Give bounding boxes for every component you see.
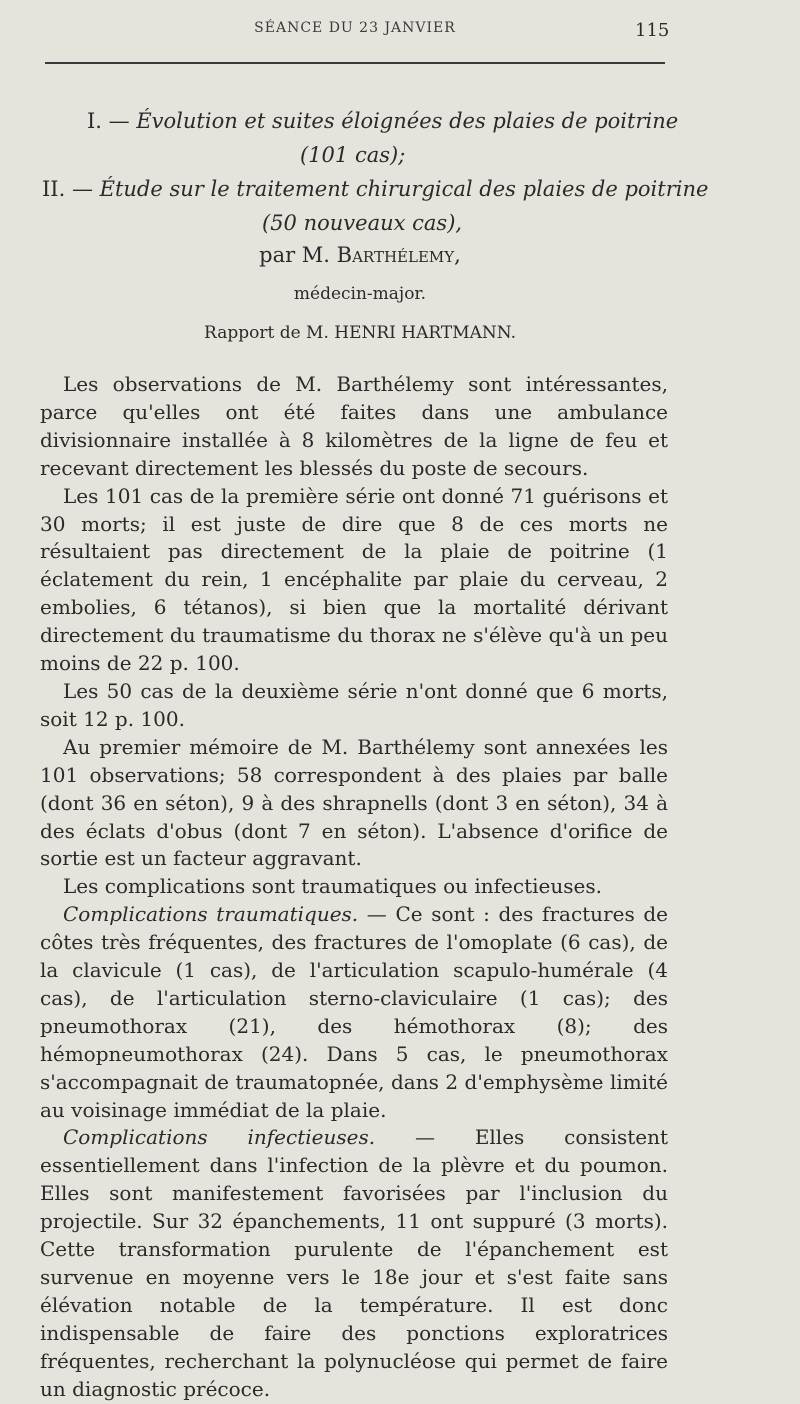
- paragraph-3: Les 50 cas de la deuxième série n'ont donné que 6 morts, soit 12 p. 100.: [40, 678, 668, 731]
- paragraph-7: [40, 1124, 668, 1403]
- title-part-1: [40, 104, 740, 138]
- article-titles: [40, 104, 740, 240]
- page-number: 115: [635, 20, 670, 41]
- author-name: Barthélemy,: [336, 243, 461, 267]
- paragraph-6-text: Ce sont : des fractures de côtes très fréquentes, des fractures de l'omoplate (6 cas), de la clavicule (1 cas), de l'articulation scapulo-humérale (4 cas), de l'articulation sterno-claviculaire (1 cas); des pneumothorax (21), des hémothorax (8); des hémopneumothorax (24). Dans 5 cas, le pneumothorax s'accompagnait de traumatopnée, dans 2 d'emphysème limité au voisinage immédiat de la plaie.: [40, 902, 669, 1122]
- header-rule: [45, 62, 665, 64]
- paragraph-2: Les 101 cas de la première série ont donné 71 guérisons et 30 morts; il est juste de dire que 8 de ces morts ne résultaient pas directement de la plaie de poitrine (1 éclatement du rein, 1 encéphalite par plaie du cerveau, 2 embolies, 6 tétanos), si bien que la mortalité dérivant directement du traumatisme du thorax ne s'élève qu'à un peu moins de 22 p. 100.: [40, 483, 668, 676]
- body-text: [40, 371, 668, 1404]
- title-part-1-number: I. —: [87, 109, 130, 133]
- paragraph-1: Les observations de M. Barthélemy sont intéressantes, parce qu'elles ont été faites dans une ambulance divisionnaire installée à 8 kilomètres de la ligne de feu et recevant directement les blessés du poste de secours.: [40, 372, 668, 480]
- title-part-2: [40, 172, 740, 206]
- paragraph-6: [40, 901, 668, 1124]
- author-role: médecin-major.: [293, 284, 427, 304]
- author-prefix: par M.: [259, 243, 330, 267]
- author-line: [0, 243, 760, 267]
- paragraph-7-text: Elles consistent essentiellement dans l'infection de la plèvre et du poumon. Elles sont manifestement favorisées par l'inclusion du projectile. Sur 32 épanchements, 11 ont suppuré (3 morts). Cette transformation purulente de l'épanchement est survenue en moyenne vers le 18e jour et s'est faite sans élévation notable de la température. Il est donc indispensable de faire des ponctions exploratrices fréquentes, recherchant la polynucléose qui permet de faire un diagnostic précoce.: [40, 1125, 668, 1401]
- heading-traumatic: Complications traumatiques. —: [63, 902, 387, 927]
- title-part-2-cases: (50 nouveaux cas),: [262, 211, 463, 235]
- report-author: Rapport de M. HENRI HARTMANN.: [204, 323, 516, 343]
- running-header: SÉANCE DU 23 JANVIER: [254, 20, 456, 36]
- title-part-2-number: II. —: [42, 177, 93, 201]
- title-part-2-text: Étude sur le traitement chirurgical des plaies de poitrine: [99, 177, 709, 201]
- paragraph-4: Au premier mémoire de M. Barthélemy sont annexées les 101 observations; 58 correspondent à des plaies par balle (dont 36 en séton), 9 à des shrapnells (dont 3 en séton), 34 à des éclats d'obus (dont 7 en séton). L'absence d'orifice de sortie est un facteur aggravant.: [40, 734, 668, 871]
- title-part-1-cases: (101 cas);: [300, 143, 406, 167]
- paragraph-5: Les complications sont traumatiques ou infectieuses.: [63, 874, 602, 899]
- title-part-1-text: Évolution et suites éloignées des plaies de poitrine: [136, 109, 679, 133]
- heading-infectious: Complications infectieuses. —: [63, 1125, 435, 1150]
